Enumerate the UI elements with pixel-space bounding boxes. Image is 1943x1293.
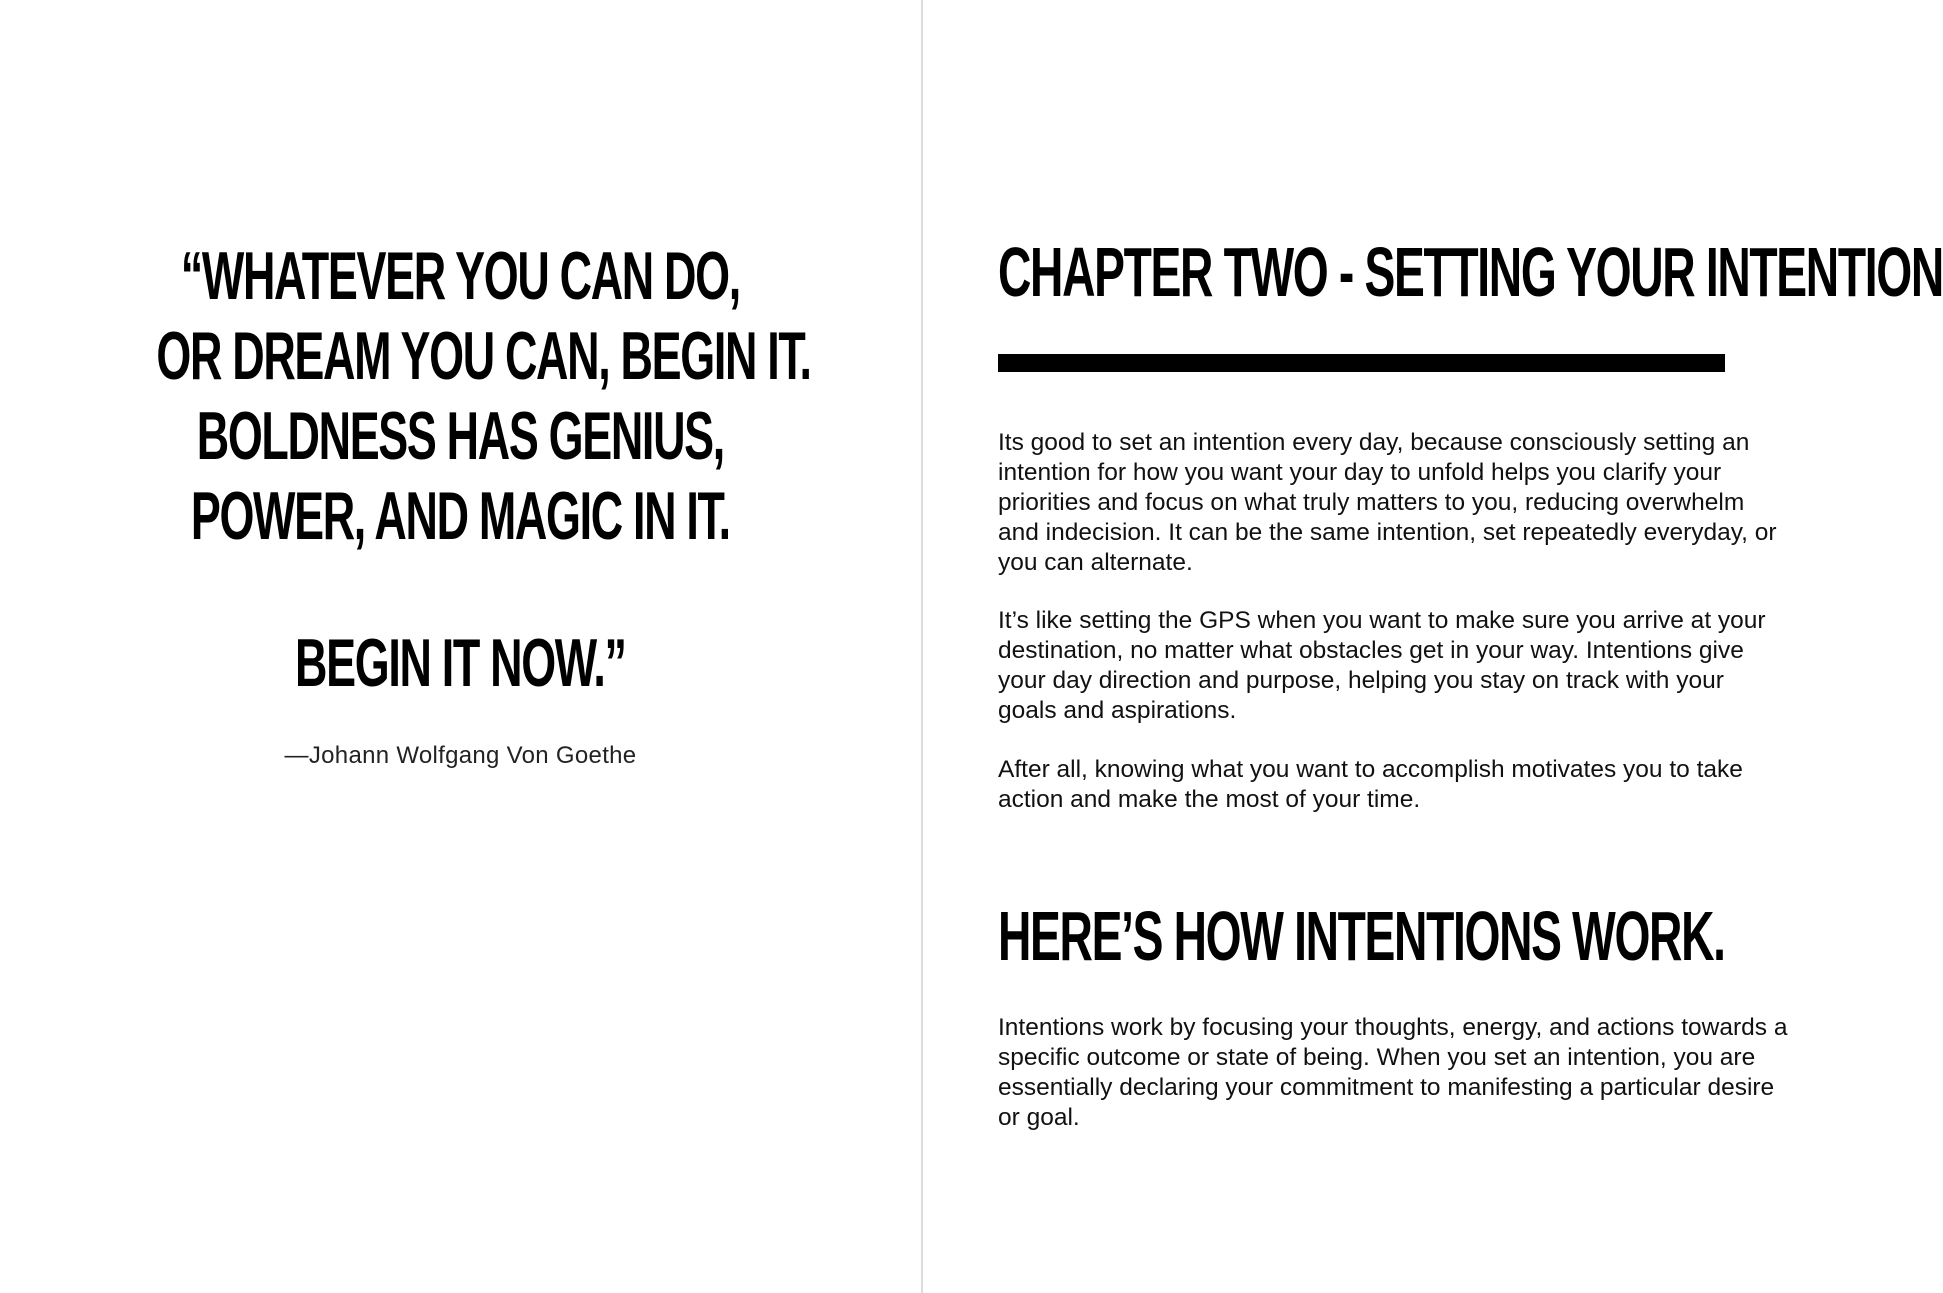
quote-line: “WHATEVER YOU CAN DO, [180, 238, 740, 314]
quote-line: POWER, AND MAGIC IN IT. [190, 478, 730, 554]
left-page [0, 0, 921, 1293]
body-paragraph: Intentions work by focusing your thoughts, energy, and actions towards a specific outcome or state of being. When you set an intention, you are essentially declaring your commitment to manifesting a particular desire or goal. [998, 1014, 1788, 1131]
body-paragraph: It’s like setting the GPS when you want to make sure you arrive at your destination, no matter what obstacles get in your way. Intentions give your day direction and purpose, helping you stay on track with your goals and aspirations. [998, 607, 1766, 724]
quote-line: BOLDNESS HAS GENIUS, [196, 398, 724, 474]
body-paragraph: After all, knowing what you want to accomplish motivates you to take action and make the most of your time. [998, 756, 1743, 813]
body-paragraph: Its good to set an intention every day, because consciously setting an intention for how you want your day to unfold helps you clarify your priorities and focus on what truly matters to you, reducing overwhelm and indecision. It can be the same intention, set repeatedly everyday, or you can alternate. [998, 429, 1777, 576]
quote-attribution: —Johann Wolfgang Von Goethe [284, 742, 637, 769]
quote-block [0, 236, 921, 556]
right-page [923, 0, 1943, 1293]
quote-line: OR DREAM YOU CAN, BEGIN IT. [156, 318, 811, 394]
chapter-title: CHAPTER TWO - SETTING YOUR INTENTION [998, 233, 1943, 311]
title-underline-rule [998, 354, 1725, 372]
quote-final-line: BEGIN IT NOW.” [295, 625, 626, 701]
section-heading: HERE’S HOW INTENTIONS WORK. [998, 897, 1725, 975]
